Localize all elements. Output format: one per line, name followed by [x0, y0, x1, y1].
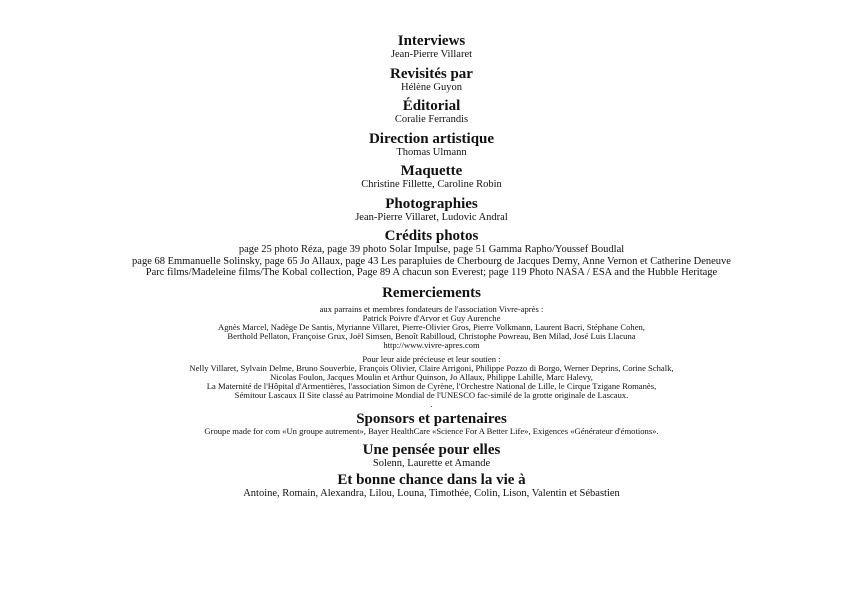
heading-interviews: Interviews	[397, 33, 466, 49]
text-line: Christine Fillette, Caroline Robin	[361, 179, 502, 190]
section-interviews	[0, 34, 863, 61]
text-line: Coralie Ferrandis	[394, 114, 469, 125]
heading-maquette: Maquette	[400, 163, 463, 179]
heading-credits-photos: Crédits photos	[384, 228, 479, 244]
text-line: La Maternité de l'Hôpital d'Armentières, l'association Simon de Cyrène, l'Orchestre National de Lille, le Cirque Tzigane Romanès,	[206, 381, 657, 392]
heading-photographies: Photographies	[385, 195, 478, 212]
text-line: Nicolas Foulon, Jacques Moulin et Arthur Quinson, Jo Allaux, Philippe Lahille, Marc Halevy,	[270, 371, 593, 382]
text-line: Jean-Pierre Villaret, Ludovic Andral	[355, 211, 508, 223]
text-line: page 68 Emmanuelle Solinsky, page 65 Jo Allaux, page 43 Les parapluies de Cherbourg de Jacques Demy, Anne Vernon et Catherine Deneuve	[132, 255, 731, 267]
heading-editorial: Éditorial	[402, 98, 461, 114]
text-line: Berthold Pellaton, Françoise Grux, Joël Simsen, Benoît Rabilloud, Christophe Powreau, Ben Milad, José Luis Llacuna	[227, 331, 636, 342]
heading-remerciements: Remerciements	[382, 284, 481, 301]
text-line: Antoine, Romain, Alexandra, Lilou, Louna, Timothée, Colin, Lison, Valentin et Sébastien	[243, 488, 620, 500]
text-line: Jean-Pierre Villaret	[390, 49, 473, 60]
section-photographies	[0, 197, 863, 224]
section-editorial	[0, 99, 863, 126]
separator-dot: .	[430, 399, 433, 409]
section-bonne-chance	[0, 473, 863, 500]
heading-revisites: Revisités par	[390, 65, 473, 82]
text-line: Groupe made for com «Un groupe autrement», Bayer HealthCare «Science For A Better Life», Exigences «Générateur d'émotions».	[204, 425, 659, 436]
heading-sponsors: Sponsors et partenaires	[356, 410, 507, 427]
text-line: Solenn, Laurette et Amande	[372, 457, 491, 469]
heading-bonne-chance: Et bonne chance dans la vie à	[337, 472, 526, 489]
text-line: Parc films/Madeleine films/The Kobal collection, Page 89 A chacun son Everest; page 119 Photo NASA / ESA and the Hubble Heritage	[145, 267, 718, 278]
section-pensee	[0, 443, 863, 470]
text-line: Pour leur aide précieuse et leur soutien :	[362, 353, 501, 364]
text-line: page 25 photo Réza, page 39 photo Solar Impulse, page 51 Gamma Rapho/Youssef Boudlal	[238, 244, 625, 255]
text-line: http://www.vivre-apres.com	[383, 340, 480, 351]
section-maquette	[0, 164, 863, 191]
text-line: Patrick Poivre d'Arvor et Guy Aurenche	[362, 312, 501, 323]
section-credits-photos	[0, 229, 863, 279]
heading-direction: Direction artistique	[368, 130, 495, 147]
section-remerciements	[0, 286, 863, 408]
heading-pensee: Une pensée pour elles	[362, 441, 501, 458]
text-line: Sémitour Lascaux II Site classé au Patrimoine Mondial de l'UNESCO fac-similé de la grotte originale de Lascaux.	[234, 390, 629, 401]
section-revisites	[0, 67, 863, 94]
text-line: Hélène Guyon	[401, 81, 462, 93]
section-direction	[0, 132, 863, 159]
section-sponsors	[0, 412, 863, 436]
text-line: Agnès Marcel, Nadège De Santis, Myrianne Villaret, Pierre-Olivier Gros, Pierre Volkmann, Laurent Bacri, Stéphane Cohen,	[218, 321, 645, 332]
text-line: Thomas Ulmann	[396, 146, 467, 158]
text-line: aux parrains et membres fondateurs de l'association Vivre-après :	[319, 303, 544, 314]
text-line: Nelly Villaret, Sylvain Delme, Bruno Souverbie, François Olivier, Claire Arrigoni, Philippe Pozzo di Borgo, Werner Deprins, Corine Schalk,	[189, 362, 674, 373]
